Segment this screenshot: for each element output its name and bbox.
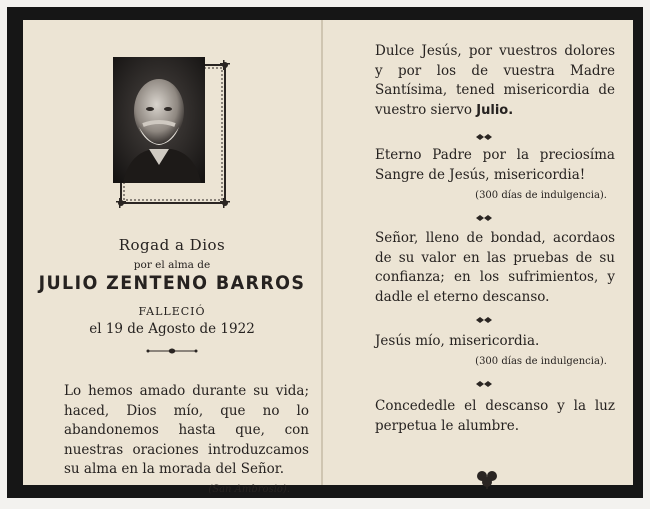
right-panel [323,20,633,485]
portrait-frame [113,57,233,211]
small-ornament-3 [475,316,493,324]
small-ornament-1 [475,133,493,141]
died-label: FALLECIÓ [138,305,206,318]
quote-source: (San Ambrosio). [208,484,290,495]
deceased-name: JULIO ZENTENO BARROS [38,272,306,294]
small-ornament-4 [475,380,493,388]
ornament-divider [146,346,198,356]
indulgence-note-1: (300 días de indulgencia). [475,190,607,201]
subheading-por-el-alma: por el alma de [133,259,211,271]
heading-rogad-a-dios: Rogad a Dios [118,236,226,254]
prayer-dulce-jesus-text: Dulce Jesús, por vuestros dolores y por los de vuestra Madre Santísima, tened misericordia de vuestro siervo [375,43,615,118]
prayer-concededle: Concededle el descanso y la luz perpetua le alumbre. [375,398,615,434]
prayer-dulce-jesus [375,42,615,120]
small-ornament-2 [475,214,493,222]
prayer-eterno-padre: Eterno Padre por la preciosíma Sangre de Jesús, misericordia! [375,147,615,183]
left-panel [23,20,321,495]
prayer-jesus-mio: Jesús mío, misericordia. [375,333,540,349]
death-date: el 19 de Agosto de 1922 [89,321,255,337]
prayer-senor-lleno-de-bondad: Señor, lleno de bondad, acordaos de su valor en las pruebas de su confianza; en los sufrimientos, y dadle el eterno descanso. [375,230,615,305]
memorial-quote: Lo hemos amado durante su vida; haced, Dios mío, que no lo abandonemos hasta que, con nuestras oraciones introduzcamos su alma en la morada del Señor. [64,383,309,477]
memorial-card [7,7,643,498]
prayer-name-julio: Julio. [476,102,514,118]
indulgence-note-2: (300 días de indulgencia). [475,356,607,367]
clover-icon [475,468,499,490]
portrait-photo [113,57,205,183]
